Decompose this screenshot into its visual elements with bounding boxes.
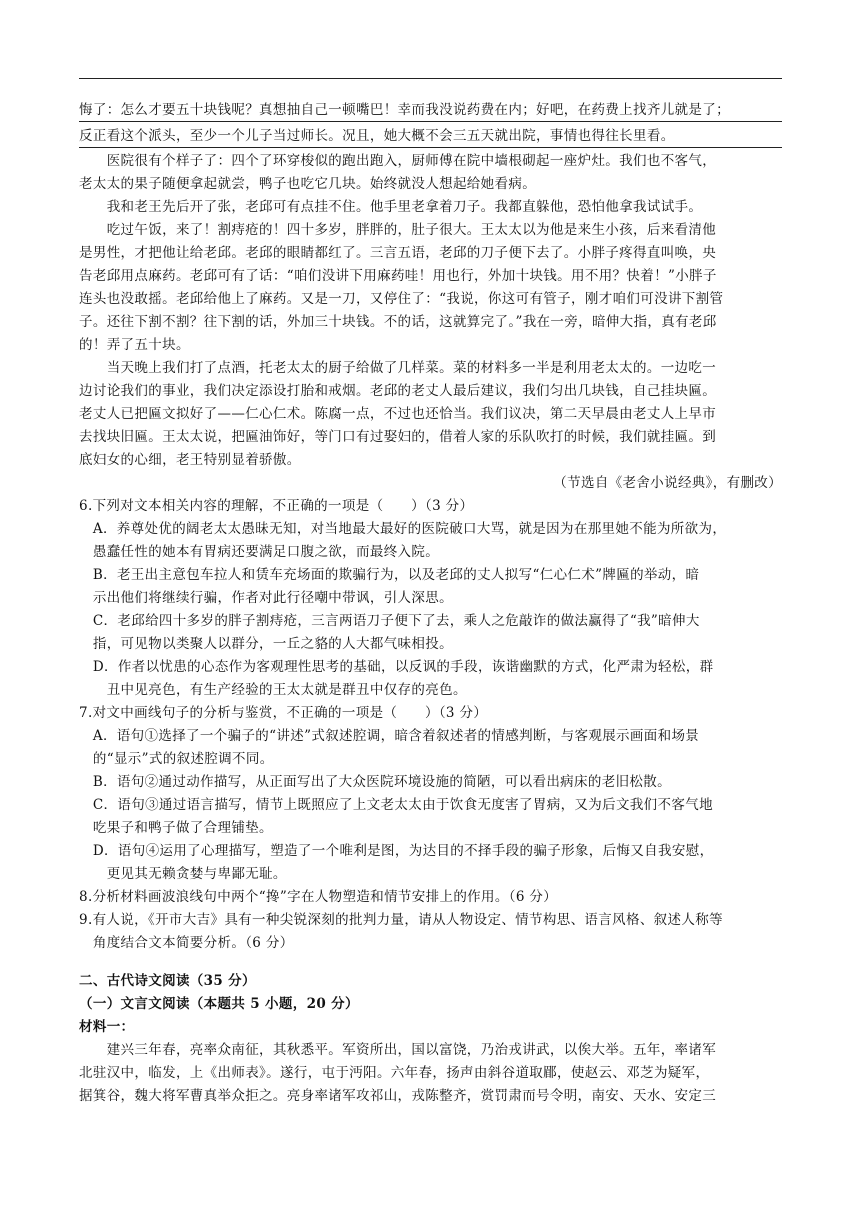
text-line: 医院很有个样子了：四个了环穿梭似的跑出跑入，厨师傅在院中墙根砌起一座炉灶。我们也不客气，: [79, 153, 717, 169]
text-line: 连头也没敢摇。老邱给他上了麻药。又是一刀，又停住了：“我说，你这可有管子，刚才咱们可没讲下割管: [79, 291, 724, 307]
option-line: 吃果子和鸭子做了合理铺垫。: [79, 820, 273, 836]
text-line: 去找块旧匾。王太太说，把匾油饰好，等门口有过娶妇的，借着人家的乐队吹打的时候，我们就挂匾。到: [79, 429, 717, 445]
option-line: 指，可见物以类聚人以群分，一丘之貉的人大都气味相投。: [79, 636, 453, 652]
section-heading: 二、古代诗文阅读（35 分）: [79, 973, 256, 989]
text-line: 老丈人已把匾文拟好了——仁心仁术。陈腐一点，不过也还恰当。我们议决，第二天早晨由老丈人上早市: [79, 406, 717, 422]
text-line: 边讨论我们的事业，我们决定添设打胎和戒烟。老邱的老丈人最后建议，我们匀出几块钱，自己挂块匾。: [79, 383, 717, 399]
option-line: 愚蠢任性的她本有胃病还要满足口腹之欲，而最终入院。: [79, 544, 440, 560]
option-line: B．老王出主意包车拉人和赁车充场面的欺骗行为，以及老邱的丈人拟写“仁心仁术”牌匾的举动，暗: [79, 567, 700, 583]
option-line: 的“显示”式的叙述腔调不同。: [79, 751, 274, 767]
text-line: 子。还往下割不割？往下割的话，外加三十块钱。不的话，这就算完了。”我在一旁，暗伸大指，真有老邱: [79, 314, 717, 330]
text-line: 我和老王先后开了张，老邱可有点挂不住。他手里老拿着刀子。我都直躲他，恐怕他拿我试试手。: [79, 199, 703, 215]
header-rule: [79, 78, 782, 79]
question-6: 6.下列对文本相关内容的理解，不正确的一项是（ ）（3 分）: [79, 498, 474, 514]
subsection-heading: （一）文言文阅读（本题共 5 小题，20 分）: [79, 996, 359, 1012]
text-line: 的！弄了五十块。: [79, 337, 190, 353]
option-line: 丑中见亮色，有生产经验的王太太就是群丑中仅存的亮色。: [79, 682, 467, 698]
classical-text-line: 建兴三年春，亮率众南征，其秋悉平。军资所出，国以富饶，乃治戎讲武，以俟大举。五年，率诸军: [79, 1042, 717, 1058]
option-line: B．语句②通过动作描写，从正面写出了大众医院环境设施的简陋，可以看出病床的老旧松散。: [79, 774, 671, 790]
text-line: 反正看这个派头，至少一个儿子当过师长。况且，她大概不会三五天就出院，事情也得往长里看。: [79, 125, 782, 148]
option-line: 示出他们将继续行骗，作者对此行径嘲中带讽，引人深思。: [79, 590, 453, 606]
question-8: 8.分析材料画波浪线句中两个“搀”字在人物塑造和情节安排上的作用。（6 分）: [79, 889, 558, 905]
option-line: A．语句①选择了一个骗子的“讲述”式叙述腔调，暗含着叙述者的情感判断，与客观展示画面和场景: [79, 728, 700, 744]
material-label: 材料一：: [79, 1019, 135, 1035]
option-line: D．语句④运用了心理描写，塑造了一个唯利是图，为达目的不择手段的骗子形象，后悔又自我安慰，: [79, 843, 714, 859]
text-line: 告老邱用点麻药。老邱可有了话：“咱们没讲下用麻药哇！用也行，外加十块钱。用不用？快着！”小胖子: [79, 268, 717, 284]
question-9-cont: 角度结合文本简要分析。（6 分）: [79, 935, 294, 951]
question-7: 7.对文中画线句子的分析与鉴赏，不正确的一项是（ ）（3 分）: [79, 705, 488, 721]
source-citation: （节选自《老舍小说经典》，有删改）: [553, 475, 782, 491]
option-line: C．老邱给四十多岁的胖子割痔疮，三言两语刀子便下了去，乘人之危敲诈的做法赢得了“我”暗伸大: [79, 613, 700, 629]
option-line: C．语句③通过语言描写，情节上既照应了上文老太太由于饮食无度害了胃病，又为后文我们不客气地: [79, 797, 713, 813]
text-line: 当天晚上我们打了点酒，托老太太的厨子给做了几样菜。菜的材料多一半是利用老太太的。一边吃一: [79, 360, 717, 376]
option-line: A．养尊处优的阔老太太愚昧无知，对当地最大最好的医院破口大骂，就是因为在那里她不能为所欲为，: [79, 521, 727, 537]
text-line: 老太太的果子随便拿起就尝，鸭子也吃它几块。始终就没人想起给她看病。: [79, 176, 537, 192]
option-line: 更见其无赖贪婪与卑鄙无耻。: [79, 866, 287, 882]
classical-text-line: 据箕谷，魏大将军曹真举众拒之。亮身率诸军攻祁山，戎陈整齐，赏罚肃而号令明，南安、天水、安定三: [79, 1088, 717, 1104]
option-line: D．作者以忧患的心态作为客观理性思考的基础，以反讽的手段，诙谐幽默的方式，化严肃为轻松，群: [79, 659, 714, 675]
text-line: 底妇女的心细，老王特别显着骄傲。: [79, 452, 301, 468]
classical-text-line: 北驻汉中，临发，上《出师表》。遂行，屯于沔阳。六年春，扬声由斜谷道取郿，使赵云、邓芝为疑军，: [79, 1065, 710, 1081]
text-line: 悔了：怎么才要五十块钱呢？真想抽自己一顿嘴巴！幸而我没说药费在内；好吧，在药费上找齐儿就是了；: [79, 99, 782, 122]
text-line: 是男性，才把他让给老邱。老邱的眼睛都红了。三言五语，老邱的刀子便下去了。小胖子疼得直叫唤，央: [79, 245, 717, 261]
question-9: 9.有人说，《开市大吉》具有一种尖锐深刻的批判力量，请从人物设定、情节构思、语言风格、叙述人称等: [79, 912, 723, 928]
text-line: 吃过午饭，来了！割痔疮的！四十多岁，胖胖的，肚子很大。王太太以为他是来生小孩，后来看清他: [79, 222, 717, 238]
